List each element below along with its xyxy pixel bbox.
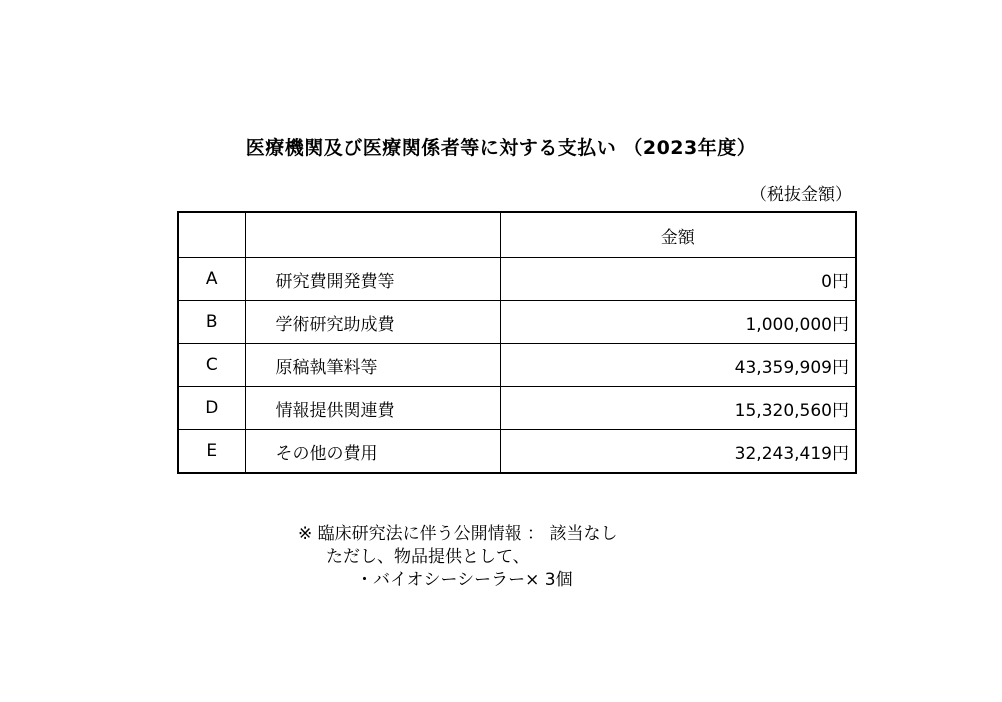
row-key-cell: A <box>178 258 245 301</box>
table-header-row <box>178 212 856 258</box>
table-row <box>178 430 856 474</box>
notes-block <box>298 523 617 592</box>
row-amount-cell: 1,000,000円 <box>500 301 856 344</box>
row-item-cell: 原稿執筆料等 <box>245 344 500 387</box>
unit-note: （税抜金額） <box>750 185 852 205</box>
table-row <box>178 258 856 301</box>
header-item-cell <box>245 212 500 258</box>
table-row <box>178 387 856 430</box>
row-amount-cell: 32,243,419円 <box>500 430 856 474</box>
row-item-cell: 情報提供関連費 <box>245 387 500 430</box>
note-line-2: ただし、物品提供として、 <box>326 547 530 567</box>
row-key-cell: B <box>178 301 245 344</box>
row-item-cell: 学術研究助成費 <box>245 301 500 344</box>
note-line-3: ・バイオシーシーラー× 3個 <box>356 570 573 590</box>
row-amount-cell: 43,359,909円 <box>500 344 856 387</box>
header-key-cell <box>178 212 245 258</box>
row-key-cell: D <box>178 387 245 430</box>
payments-table <box>177 211 857 474</box>
row-item-cell: 研究費開発費等 <box>245 258 500 301</box>
row-amount-cell: 0円 <box>500 258 856 301</box>
header-amount-cell: 金額 <box>500 212 856 258</box>
row-key-cell: C <box>178 344 245 387</box>
table-row <box>178 344 856 387</box>
row-amount-cell: 15,320,560円 <box>500 387 856 430</box>
row-key-cell: E <box>178 430 245 474</box>
table-row <box>178 301 856 344</box>
page-title: 医療機関及び医療関係者等に対する支払い （2023年度） <box>245 137 757 159</box>
row-item-cell: その他の費用 <box>245 430 500 474</box>
note-line-1: ※ 臨床研究法に伴う公開情報 ： 該当なし <box>298 524 618 544</box>
